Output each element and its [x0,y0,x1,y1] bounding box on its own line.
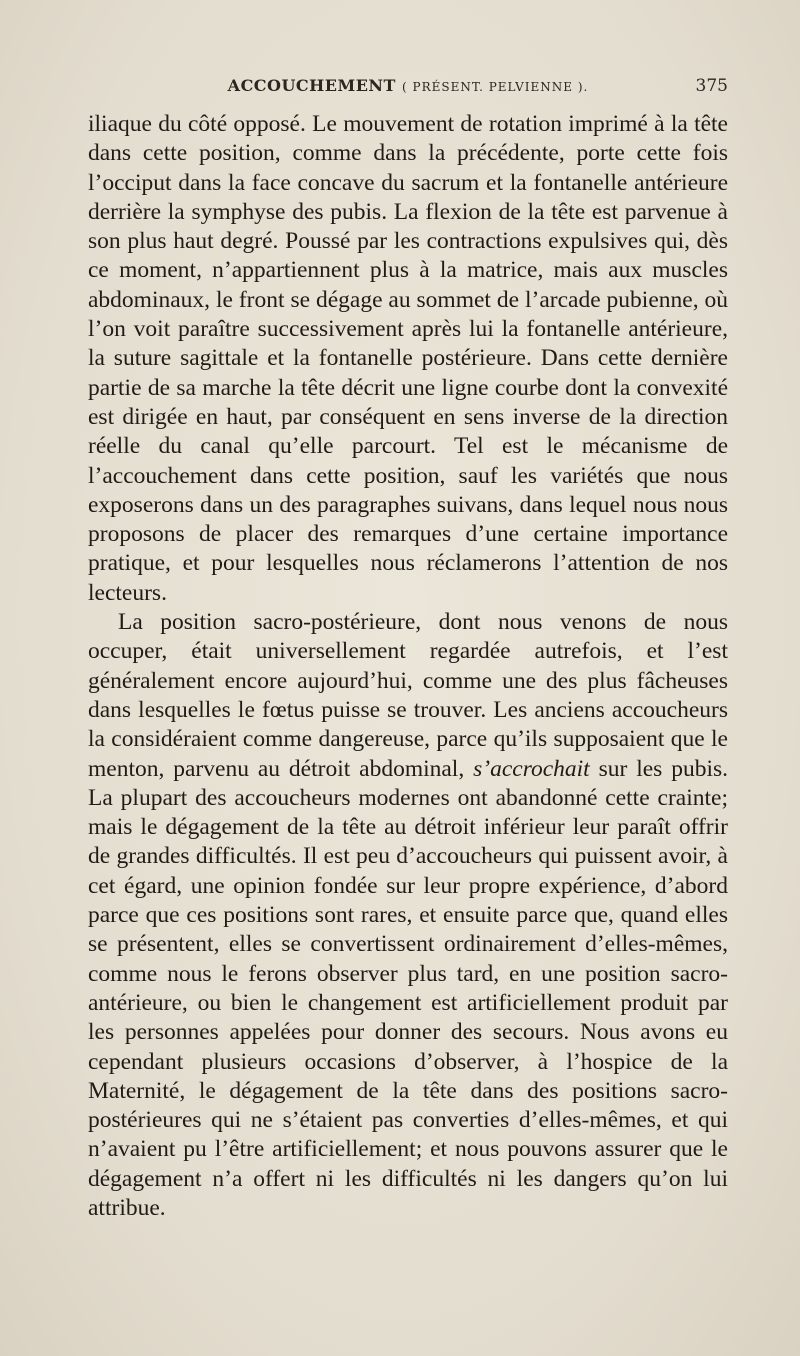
running-title-main: ACCOUCHEMENT [227,76,396,95]
paragraph-2-italic-term: s’accrochait [473,755,590,782]
paragraph-2-text-before: La position sacro-postérieure, dont nous venons de nous occuper, était universellement regardée autrefois, et l’est généralement encore aujourd’hui, comme une des plus fâcheuses dans lesquelles le fœtus puisse se trouver. Les anciens accoucheurs la considéraient comme dangereuse, parce qu’ils supposaient que le menton, parvenu au détroit abdominal, [88,609,728,782]
running-title [88,76,728,95]
paragraph-1: iliaque du côté opposé. Le mouvement de rotation imprimé à la tête dans cette position, comme dans la précédente, porte cette fois l’occiput dans la face concave du sacrum et la fontanelle antérieure derrière la symphyse des pubis. La flexion de la tête est parvenue à son plus haut degré. Poussé par les contractions expulsives qui, dès ce moment, n’appartiennent plus à la matrice, mais aux muscles abdominaux, le front se dégage au sommet de l’arcade pubienne, où l’on voit paraître successivement après lui la fontanelle antérieure, la suture sagittale et la fontanelle postérieure. Dans cette dernière partie de sa marche la tête décrit une ligne courbe dont la convexité est dirigée en haut, par conséquent en sens inverse de la direction réelle du canal qu’elle parcourt. Tel est le mécanisme de l’accouchement dans cette position, sauf les variétés que nous exposerons dans un des paragraphes suivans, dans lequel nous nous proposons de placer des remarques d’une certaine importance pratique, et pour lesquelles nous réclamerons l’attention de nos lecteurs. [88,111,728,606]
paragraph-2 [88,608,728,1223]
paragraph-2-text-after: sur les pubis. La plupart des accoucheurs modernes ont abandonné cette crainte; mais le dégagement de la tête au détroit inférieur leur paraît offrir de grandes difficultés. Il est peu d’accoucheurs qui puissent avoir, à cet égard, une opinion fondée sur leur propre expérience, d’abord parce que ces positions sont rares, et ensuite parce que, quand elles se présentent, elles se convertissent ordinairement d’elles-mêmes, comme nous le ferons observer plus tard, en une position sacro-antérieure, ou bien le changement est artificiellement produit par les personnes appelées pour donner des secours. Nous avons eu cependant plusieurs occasions d’observer, à l’hospice de la Maternité, le dégagement de la tête dans des positions sacro-postérieures qui ne s’étaient pas converties d’elles-mêmes, et qui n’avaient pu l’être artificiellement; et nous pouvons assurer que le dégagement n’a offert ni les difficultés ni les dangers qu’on lui attribue. [88,755,728,1221]
page-number: 375 [695,76,728,96]
page-header [88,76,728,100]
body-text [88,110,728,1223]
running-title-sub: ( PRÉSENT. PELVIENNE ). [402,80,589,94]
